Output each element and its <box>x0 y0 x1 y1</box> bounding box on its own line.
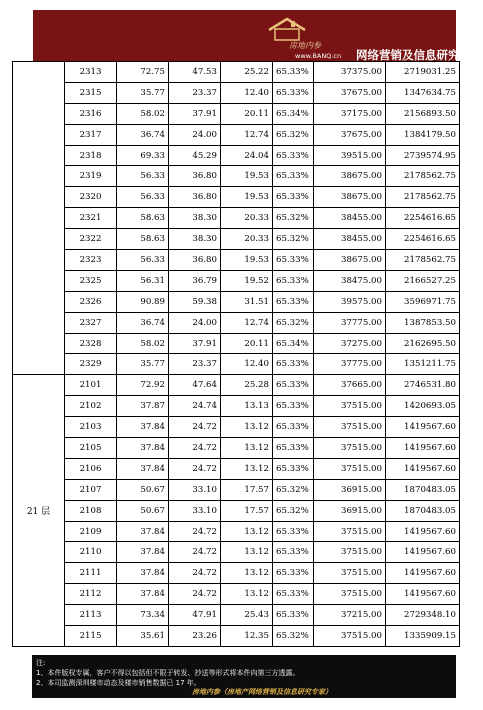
table-cell: 1419567.60 <box>386 521 460 542</box>
table-cell: 65.34% <box>273 333 314 354</box>
table-row <box>13 626 460 647</box>
table-cell: 13.12 <box>221 458 273 479</box>
table-cell: 13.12 <box>221 542 273 563</box>
table-cell: 24.72 <box>169 438 221 459</box>
table-row <box>13 563 460 584</box>
table-cell: 56.33 <box>117 250 169 271</box>
table-row <box>13 187 460 208</box>
table-cell: 25.43 <box>221 605 273 626</box>
table-cell: 50.67 <box>117 479 169 500</box>
table-cell: 65.33% <box>273 458 314 479</box>
table-cell: 37215.00 <box>314 605 386 626</box>
table-cell: 65.32% <box>273 208 314 229</box>
table-cell: 59.38 <box>169 291 221 312</box>
table-cell: 39515.00 <box>314 145 386 166</box>
table-cell: 35.77 <box>117 82 169 103</box>
table-cell: 65.33% <box>273 521 314 542</box>
table-cell: 38475.00 <box>314 270 386 291</box>
table-cell: 2322 <box>65 229 117 250</box>
table-cell: 33.10 <box>169 500 221 521</box>
table-cell: 37675.00 <box>314 82 386 103</box>
table-cell: 2315 <box>65 82 117 103</box>
table-cell: 17.57 <box>221 479 273 500</box>
table-cell: 2178562.75 <box>386 250 460 271</box>
table-cell: 38675.00 <box>314 250 386 271</box>
table-cell: 2318 <box>65 145 117 166</box>
table-cell: 36.74 <box>117 124 169 145</box>
table-cell: 2102 <box>65 396 117 417</box>
table-cell: 65.33% <box>273 82 314 103</box>
table-cell: 2178562.75 <box>386 187 460 208</box>
table-cell: 1384179.50 <box>386 124 460 145</box>
table-cell: 65.33% <box>273 563 314 584</box>
table-cell: 12.35 <box>221 626 273 647</box>
table-cell: 37515.00 <box>314 584 386 605</box>
table-cell: 2106 <box>65 458 117 479</box>
table-cell: 24.72 <box>169 458 221 479</box>
table-cell: 24.72 <box>169 584 221 605</box>
table-cell: 65.32% <box>273 124 314 145</box>
table-row <box>13 62 460 83</box>
header-banner <box>33 10 483 62</box>
table-cell: 38675.00 <box>314 187 386 208</box>
table-cell: 13.12 <box>221 521 273 542</box>
table-cell: 38455.00 <box>314 229 386 250</box>
table-cell: 69.33 <box>117 145 169 166</box>
table-cell: 25.28 <box>221 375 273 396</box>
table-cell: 36.80 <box>169 187 221 208</box>
table-cell: 23.37 <box>169 354 221 375</box>
table-cell: 47.91 <box>169 605 221 626</box>
table-cell: 36.74 <box>117 312 169 333</box>
table-cell: 20.11 <box>221 103 273 124</box>
table-cell: 2108 <box>65 500 117 521</box>
table-cell: 58.63 <box>117 208 169 229</box>
table-cell: 36915.00 <box>314 479 386 500</box>
table-cell: 2178562.75 <box>386 166 460 187</box>
table-cell: 36.79 <box>169 270 221 291</box>
table-cell: 2113 <box>65 605 117 626</box>
table-row <box>13 542 460 563</box>
notes-line-1: 1、本件版权专属，客户不得以包括但不限于转发、抄送等形式将本件向第三方透露。 <box>36 669 300 677</box>
floor-cell <box>13 62 65 375</box>
table-cell: 19.52 <box>221 270 273 291</box>
table-cell: 2111 <box>65 563 117 584</box>
table-cell: 38.30 <box>169 229 221 250</box>
table-cell: 2317 <box>65 124 117 145</box>
table-cell: 2325 <box>65 270 117 291</box>
table-row <box>13 584 460 605</box>
table-cell: 17.57 <box>221 500 273 521</box>
table-cell: 2329 <box>65 354 117 375</box>
table-cell: 1419567.60 <box>386 584 460 605</box>
table-cell: 23.26 <box>169 626 221 647</box>
table-cell: 2321 <box>65 208 117 229</box>
table-cell: 24.00 <box>169 124 221 145</box>
table-cell: 36915.00 <box>314 500 386 521</box>
table-cell: 1347634.75 <box>386 82 460 103</box>
table-cell: 24.00 <box>169 312 221 333</box>
table-row <box>13 312 460 333</box>
table-cell: 2110 <box>65 542 117 563</box>
table-cell: 36.80 <box>169 250 221 271</box>
table-cell: 2326 <box>65 291 117 312</box>
table-cell: 1387853.50 <box>386 312 460 333</box>
table-cell: 37.84 <box>117 542 169 563</box>
table-cell: 37675.00 <box>314 124 386 145</box>
table-cell: 37275.00 <box>314 333 386 354</box>
table-cell: 37375.00 <box>314 62 386 83</box>
table-row <box>13 521 460 542</box>
footer-brand: 房地内参（房地产网络营销及信息研究专家） <box>192 688 332 696</box>
table-cell: 65.33% <box>273 605 314 626</box>
table-cell: 65.34% <box>273 103 314 124</box>
table-cell: 2107 <box>65 479 117 500</box>
table-cell: 2254616.65 <box>386 229 460 250</box>
table-row <box>13 166 460 187</box>
table-row <box>13 103 460 124</box>
table-cell: 37.91 <box>169 333 221 354</box>
table-cell: 37515.00 <box>314 542 386 563</box>
table-cell: 37515.00 <box>314 417 386 438</box>
table-cell: 65.33% <box>273 270 314 291</box>
table-cell: 3596971.75 <box>386 291 460 312</box>
table-cell: 24.72 <box>169 417 221 438</box>
table-cell: 19.53 <box>221 187 273 208</box>
table-cell: 65.33% <box>273 542 314 563</box>
table-cell: 1335909.15 <box>386 626 460 647</box>
table-cell: 2254616.65 <box>386 208 460 229</box>
table-row <box>13 396 460 417</box>
table-cell: 37515.00 <box>314 458 386 479</box>
table-cell: 2319 <box>65 166 117 187</box>
table-row <box>13 479 460 500</box>
table-cell: 2109 <box>65 521 117 542</box>
table-cell: 65.33% <box>273 166 314 187</box>
table-cell: 37.84 <box>117 458 169 479</box>
table-cell: 20.33 <box>221 229 273 250</box>
table-cell: 65.33% <box>273 438 314 459</box>
table-cell: 65.33% <box>273 62 314 83</box>
table-row <box>13 82 460 103</box>
table-row <box>13 375 460 396</box>
table-cell: 2313 <box>65 62 117 83</box>
table-cell: 37515.00 <box>314 626 386 647</box>
table-cell: 37515.00 <box>314 563 386 584</box>
footer-notes <box>32 655 456 698</box>
floor-label: 21 层 <box>13 375 65 647</box>
table-cell: 37175.00 <box>314 103 386 124</box>
table-cell: 1419567.60 <box>386 417 460 438</box>
table-cell: 39575.00 <box>314 291 386 312</box>
table-cell: 1420693.05 <box>386 396 460 417</box>
table-cell: 24.74 <box>169 396 221 417</box>
table-cell: 12.40 <box>221 354 273 375</box>
table-cell: 19.53 <box>221 166 273 187</box>
sales-table <box>12 61 460 647</box>
table-cell: 2166527.25 <box>386 270 460 291</box>
table-cell: 65.33% <box>273 145 314 166</box>
table-cell: 2316 <box>65 103 117 124</box>
table-cell: 38455.00 <box>314 208 386 229</box>
table-cell: 31.51 <box>221 291 273 312</box>
table-cell: 2103 <box>65 417 117 438</box>
table-cell: 56.33 <box>117 187 169 208</box>
table-cell: 1419567.60 <box>386 438 460 459</box>
table-cell: 2115 <box>65 626 117 647</box>
table-cell: 12.74 <box>221 312 273 333</box>
table-cell: 50.67 <box>117 500 169 521</box>
table-cell: 2729348.10 <box>386 605 460 626</box>
table-cell: 24.72 <box>169 521 221 542</box>
table-cell: 2112 <box>65 584 117 605</box>
table-cell: 37.84 <box>117 521 169 542</box>
notes-line-2: 2、本司监测深圳楼市动态及楼市销售数据已 17 年。 <box>36 679 201 687</box>
table-cell: 58.63 <box>117 229 169 250</box>
table-cell: 37.91 <box>169 103 221 124</box>
table-cell: 25.22 <box>221 62 273 83</box>
house-logo-icon <box>265 16 309 42</box>
table-cell: 65.33% <box>273 187 314 208</box>
table-cell: 37775.00 <box>314 354 386 375</box>
table-row <box>13 208 460 229</box>
table-cell: 58.02 <box>117 333 169 354</box>
table-cell: 1419567.60 <box>386 563 460 584</box>
table-cell: 56.33 <box>117 166 169 187</box>
table-cell: 73.34 <box>117 605 169 626</box>
table-cell: 2739574.95 <box>386 145 460 166</box>
table-cell: 19.53 <box>221 250 273 271</box>
table-cell: 23.37 <box>169 82 221 103</box>
table-cell: 65.32% <box>273 500 314 521</box>
table-cell: 24.72 <box>169 563 221 584</box>
table-cell: 2156893.50 <box>386 103 460 124</box>
table-cell: 12.40 <box>221 82 273 103</box>
table-cell: 24.72 <box>169 542 221 563</box>
table-cell: 37515.00 <box>314 438 386 459</box>
table-cell: 2746531.80 <box>386 375 460 396</box>
table-cell: 37.84 <box>117 417 169 438</box>
table-cell: 1419567.60 <box>386 458 460 479</box>
table-cell: 72.75 <box>117 62 169 83</box>
table-row <box>13 354 460 375</box>
table-cell: 1870483.05 <box>386 479 460 500</box>
table-cell: 37665.00 <box>314 375 386 396</box>
table-cell: 38675.00 <box>314 166 386 187</box>
table-cell: 13.12 <box>221 584 273 605</box>
table-cell: 2328 <box>65 333 117 354</box>
table-row <box>13 270 460 291</box>
table-cell: 20.33 <box>221 208 273 229</box>
table-cell: 1351211.75 <box>386 354 460 375</box>
table-cell: 38.30 <box>169 208 221 229</box>
notes-heading: 注: <box>36 659 46 667</box>
table-cell: 65.33% <box>273 417 314 438</box>
table-cell: 13.12 <box>221 438 273 459</box>
table-row <box>13 124 460 145</box>
table-cell: 2327 <box>65 312 117 333</box>
table-cell: 65.33% <box>273 291 314 312</box>
table-cell: 65.33% <box>273 584 314 605</box>
table-row <box>13 500 460 521</box>
table-cell: 56.31 <box>117 270 169 291</box>
table-cell: 13.12 <box>221 417 273 438</box>
table-cell: 1870483.05 <box>386 500 460 521</box>
table-row <box>13 229 460 250</box>
table-cell: 2101 <box>65 375 117 396</box>
table-cell: 13.12 <box>221 563 273 584</box>
table-cell: 37515.00 <box>314 396 386 417</box>
table-row <box>13 605 460 626</box>
table-cell: 47.64 <box>169 375 221 396</box>
table-cell: 65.32% <box>273 229 314 250</box>
table-cell: 1419567.60 <box>386 542 460 563</box>
table-cell: 37775.00 <box>314 312 386 333</box>
table-cell: 24.04 <box>221 145 273 166</box>
table-row <box>13 291 460 312</box>
table-cell: 65.32% <box>273 626 314 647</box>
logo-url: www.BANQ.cn <box>295 52 342 60</box>
table-cell: 72.92 <box>117 375 169 396</box>
table-cell: 58.02 <box>117 103 169 124</box>
table-cell: 65.33% <box>273 250 314 271</box>
table-cell: 35.77 <box>117 354 169 375</box>
table-cell: 65.33% <box>273 354 314 375</box>
table-cell: 65.32% <box>273 312 314 333</box>
header-title: 网络营销及信息研究专家 <box>356 48 483 62</box>
table-cell: 65.33% <box>273 396 314 417</box>
table-row <box>13 417 460 438</box>
table-cell: 45.29 <box>169 145 221 166</box>
table-cell: 37.84 <box>117 584 169 605</box>
table-cell: 35.61 <box>117 626 169 647</box>
table-cell: 90.89 <box>117 291 169 312</box>
table-cell: 13.13 <box>221 396 273 417</box>
table-cell: 2719031.25 <box>386 62 460 83</box>
table-row <box>13 250 460 271</box>
table-cell: 2320 <box>65 187 117 208</box>
table-cell: 2323 <box>65 250 117 271</box>
table-row <box>13 333 460 354</box>
table-cell: 37.84 <box>117 438 169 459</box>
table-cell: 47.53 <box>169 62 221 83</box>
logo-text: 房地内参 <box>289 41 321 50</box>
table-cell: 65.33% <box>273 375 314 396</box>
table-cell: 36.80 <box>169 166 221 187</box>
table-cell: 65.32% <box>273 479 314 500</box>
table-row <box>13 145 460 166</box>
table-cell: 37.84 <box>117 563 169 584</box>
table-cell: 33.10 <box>169 479 221 500</box>
table-cell: 12.74 <box>221 124 273 145</box>
table-row <box>13 438 460 459</box>
table-cell: 20.11 <box>221 333 273 354</box>
table-row <box>13 458 460 479</box>
table-cell: 2105 <box>65 438 117 459</box>
table-cell: 2162695.50 <box>386 333 460 354</box>
table-cell: 37.87 <box>117 396 169 417</box>
table-cell: 37515.00 <box>314 521 386 542</box>
